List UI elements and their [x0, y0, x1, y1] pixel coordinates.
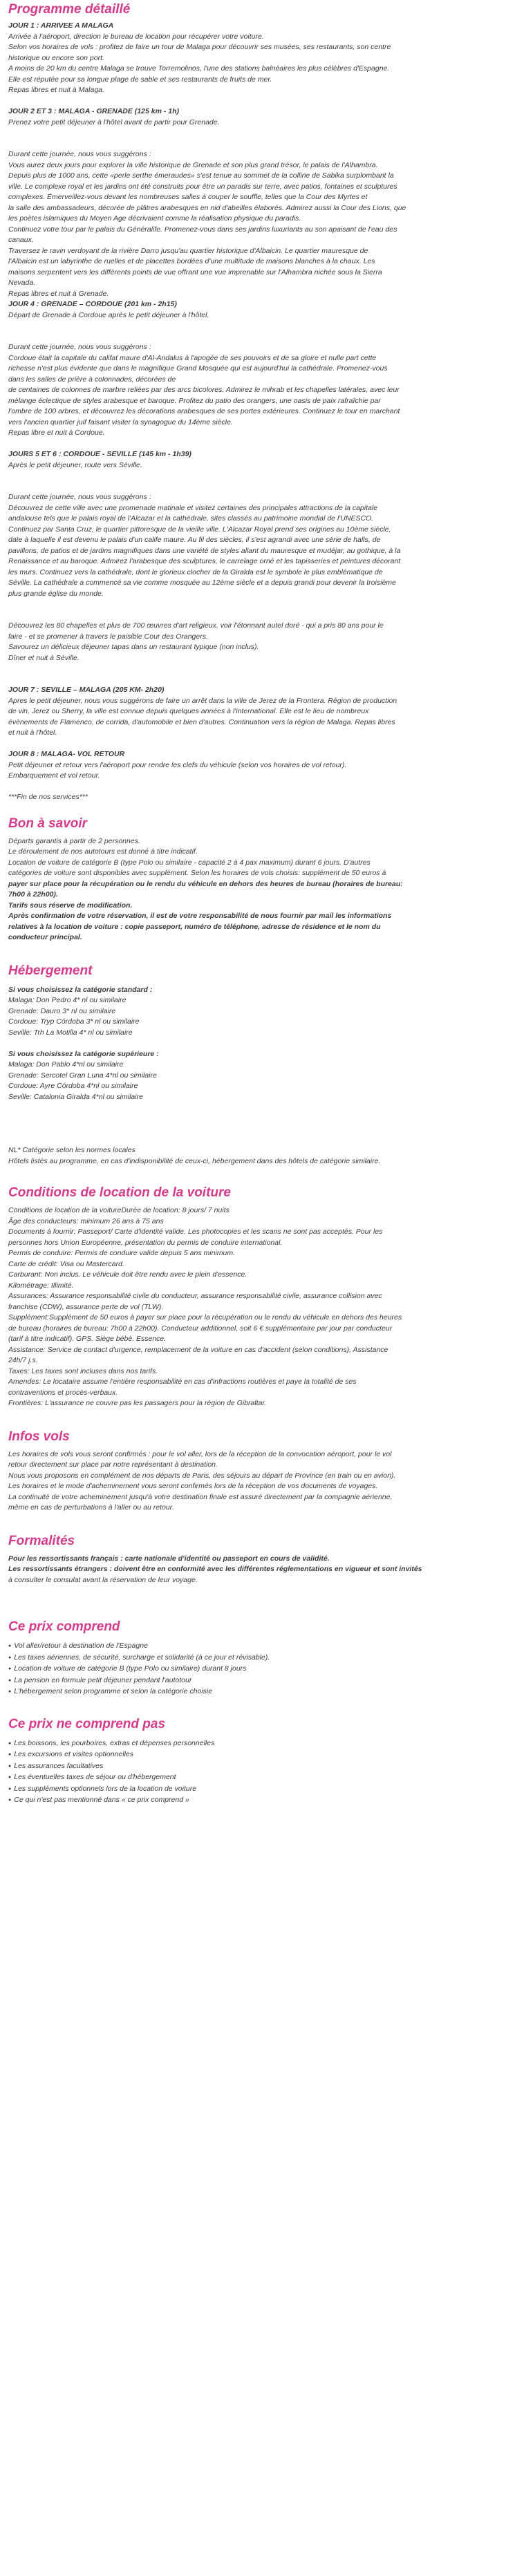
text-line: de centaines de colonnes de marbre reliées par des arcs bicolores. Admirez le mihrab et les chapelles latérales, avec leur	[8, 386, 400, 394]
text-line: JOUR 8 : MALAGA- VOL RETOUR	[8, 750, 125, 758]
text-line: Départs garantis à partir de 2 personnes.	[8, 836, 140, 845]
text-line	[8, 471, 516, 482]
text-line	[8, 599, 516, 610]
list-item: ● Vol aller/retour à destination de l'Espagne	[8, 1641, 516, 1653]
text-line: andalouse tels que le palais royal de l'Alcazar et la cathédrale, sites classés au patrimoine mondial de l'UNESCO.	[8, 514, 374, 523]
list-item: ● Les taxes aériennes, de sécurité, surcharge et solidarité (à ce jour et révisable).	[8, 1653, 516, 1664]
text-line: Durant cette journée, nous vous suggérons :	[8, 493, 151, 501]
text-line: Arrivée à l'aéroport, direction le bureau de location pour récupérer votre voiture.	[8, 32, 264, 41]
list-item: ● La pension en formule petit déjeuner pendant l'autotour	[8, 1675, 516, 1687]
text-line: Repas libres et nuit à Malaga.	[8, 86, 104, 94]
text-line: Cordoue: Ayre Córdoba 4*nl ou similaire	[8, 1082, 138, 1090]
text-line: Grenade: Sercotel Gran Luna 4*nl ou similaire	[8, 1071, 157, 1080]
section-title-programme: Programme détaillé	[8, 2, 131, 17]
text-line: Après confirmation de votre réservation, il est de votre responsabilité de nous fournir par mail les informations	[8, 912, 392, 920]
text-line	[8, 1135, 516, 1146]
text-line: de vin, Jerez ou Sherry, la ville est connue depuis quelques années à l'international. Elle est le lieu de nombreux	[8, 707, 369, 715]
text-line: Si vous choisissez la catégorie supérieure :	[8, 1049, 159, 1058]
prix-comprend-list	[8, 1641, 516, 1698]
text-line: ***Fin de nos services***	[8, 793, 88, 801]
text-line: Découvrez de cette ville avec une promenade matinale et visitez certaines des principales attractions de la capitale	[8, 503, 378, 512]
text-line: Prenez votre petit déjeuner à l'hôtel avant de partir pour Grenade.	[8, 117, 220, 126]
text-line: Malaga: Don Pablo 4*nl ou similaire	[8, 1060, 124, 1069]
text-line: canaux.	[8, 236, 34, 244]
text-line	[8, 610, 516, 621]
text-line: Les ressortissants étrangers : doivent être en conformité avec les différentes réglementations en vigueur et sont invités	[8, 1565, 422, 1573]
text-line	[8, 1038, 516, 1049]
text-line: Les horaires de vols vous seront confirmés : pour le vol aller, lors de la réception de la convocation aéroport, pour le vol	[8, 1449, 392, 1458]
text-line: Hôtels listés au programme, en cas d'indisponibilité de ceux-ci, hébergement dans des hôtels de catégorie similaire.	[8, 1156, 381, 1165]
text-line: Pour les ressortissants français : carte nationale d'identité ou passeport en cours de validité.	[8, 1554, 330, 1563]
text-line: JOUR 4 : GRENADE – CORDOUE (201 km - 2h15)	[8, 300, 177, 308]
text-line: Kilométrage: Illimité.	[8, 1281, 74, 1290]
text-line: l'ombre de 100 arbres, et découvrez les décorations arabesques de ses portes extérieures. Continuez le tour en marchant	[8, 407, 400, 415]
section-formalites	[8, 1533, 516, 1586]
text-line: Carte de crédit: Visa ou Mastercard.	[8, 1259, 124, 1268]
list-item: ● Les boissons, les pourboires, extras et dépenses personnelles	[8, 1738, 516, 1750]
section-title-bon-a-savoir: Bon à savoir	[8, 816, 88, 831]
text-line	[8, 782, 516, 793]
section-title-hebergement: Hébergement	[8, 963, 93, 978]
list-item: ● Les excursions et visites optionnelles	[8, 1749, 516, 1761]
section-infos-vols	[8, 1429, 516, 1514]
text-line: JOUR 1 : ARRIVEE A MALAGA	[8, 21, 114, 30]
text-line: Après le petit déjeuner, route vers Séville.	[8, 460, 142, 469]
text-line: Repas libre et nuit à Cordoue.	[8, 429, 105, 437]
text-line: JOUR 2 ET 3 : MALAGA - GRENADE (125 km - 1h)	[8, 107, 179, 115]
text-line: Dîner et nuit à Séville.	[8, 653, 79, 662]
text-line: date à laquelle il est devenu le palais d'un calife maure. Au fil des siècles, il s'est agrandi avec une série de halls, de	[8, 536, 381, 544]
text-line: Si vous choisissez la catégorie standard :	[8, 985, 153, 994]
text-line: Carburant: Non inclus. Le véhicule doit être rendu avec le plein d'essence.	[8, 1270, 247, 1279]
text-line: Embarquement et vol retour.	[8, 771, 100, 780]
section-title-prix-comprend: Ce prix comprend	[8, 1619, 120, 1634]
text-line: Location de voiture de catégorie B (type Polo ou similaire - capacité 2 à 4 pax maximum) durant 6 jours. D'autres	[8, 858, 371, 867]
text-line: JOUR 7 : SEVILLE – MALAGA (205 KM- 2h20)	[8, 686, 165, 694]
text-line: Supplément:Supplément de 50 euros à payer sur place pour la récupération ou le rendu du véhicule en dehors des heures	[8, 1313, 402, 1322]
text-line: Assistance: Service de contact d'urgence, remplacement de la voiture en cas d'accident (selon conditions), Assistance	[8, 1345, 389, 1354]
text-line: Permis de conduire: Permis de conduire valide depuis 5 ans minimum.	[8, 1249, 235, 1257]
text-line	[8, 321, 516, 332]
text-line: et nuit à l'hôtel.	[8, 728, 57, 737]
text-line: les murs. Continuez vers la cathédrale, dont le glorieux clocher de la Giralda est le symbole le plus emblématique de	[8, 567, 383, 576]
text-line: Taxes: Les taxes sont incluses dans nos tarifs.	[8, 1366, 158, 1375]
text-line: Malaga: Don Pedro 4* nl ou similaire	[8, 996, 127, 1004]
text-line: relatives à la location de voiture : copie passeport, numéro de téléphone, adresse de résidence et le nom du	[8, 922, 381, 931]
text-line: contraventions et procès-verbaux.	[8, 1388, 118, 1397]
text-line: les poètes islamiques du Moyen Age décrivaient comme la réalisation physique du paradis.	[8, 214, 301, 223]
list-item: ● L'hébergement selon programme et selon la catégorie choisie	[8, 1686, 516, 1698]
text-line: Documents à fournir: Passeport/ Carte d'identité valide. Les photocopies et les scans ne sont pas acceptés. Pour les	[8, 1228, 383, 1236]
text-line: Continuez par Santa Cruz, le quartier pittoresque de la vieille ville. L'Alcazar Royal prend ses origines au 10ème siècle,	[8, 525, 391, 534]
text-line	[8, 482, 516, 493]
text-line: Cordoue était la capitale du califat maure d'Al-Andalus à l'apogée de ses pouvoirs et de sa gloire et nulle part cette	[8, 353, 377, 362]
text-line: Séville. La cathédrale a commencé sa vie comme mosquée au 12ème siècle et a depuis grandi pour devenir la troisième	[8, 579, 396, 587]
section-hebergement	[8, 963, 516, 1167]
section-prix-comprend	[8, 1619, 516, 1698]
text-line: Assurances: Assurance responsabilité civile du conducteur, assurance responsabilité civile, assurance collision avec	[8, 1292, 382, 1300]
hebergement-body	[8, 985, 516, 1167]
text-line: Durant cette journée, nous vous suggérons :	[8, 150, 151, 158]
section-prix-ne-comprend	[8, 1716, 516, 1807]
list-item: ● Location de voiture de catégorie B (type Polo ou similaire) durant 8 jours	[8, 1664, 516, 1675]
infos-vols-body	[8, 1449, 516, 1514]
text-line: conducteur principal.	[8, 933, 82, 941]
list-item: ● Ce qui n'est pas mentionné dans « ce prix comprend »	[8, 1795, 516, 1807]
text-line: Seville: Catalonia Giralda 4*nl ou similaire	[8, 1092, 143, 1101]
text-line	[8, 675, 516, 686]
text-line: Cordoue: Tryp Córdoba 3* nl ou similaire	[8, 1017, 140, 1026]
text-line: retour directement sur place par notre représentant à destination.	[8, 1460, 218, 1469]
text-line: Amendes: Le locataire assume l'entière responsabilité en cas d'infractions routières et paye la totalité de ses	[8, 1378, 357, 1386]
text-line: mélange éclectique de styles arabesque et baroque. Profitez du patio des orangers, une oasis de paix rafraîchie par	[8, 396, 381, 405]
text-line: l'Albaicin est un labyrinthe de ruelles et de placettes bordées d'une multitude de maisons blanches à la chaux. Les	[8, 257, 375, 265]
section-title-conditions: Conditions de location de la voiture	[8, 1185, 231, 1200]
text-line	[8, 96, 516, 107]
text-line: la salle des ambassadeurs, décorée de plâtres arabesques en nid d'abeilles élaborés. Admirez aussi la Cour des Lions, que	[8, 203, 406, 212]
text-line: Frontières: L'assurance ne couvre pas les passagers pour la région de Gibraltar.	[8, 1399, 267, 1407]
text-line: 7h00 à 22h00).	[8, 890, 58, 899]
text-line: Renaissance et au baroque. Admirez l'arabesque des sculptures, le carrelage orné et les tapisseries et peintures décorant	[8, 557, 401, 565]
text-line: NL* Catégorie selon les normes locales	[8, 1146, 135, 1154]
text-line: Âge des conducteurs: minimum 26 ans à 75 ans	[8, 1216, 164, 1225]
text-line: complexes. Émerveillez-vous devant les nombreuses salles à couper le souffle, telles que la Cour des Myrtes et	[8, 193, 368, 201]
section-bon-a-savoir	[8, 816, 516, 943]
text-line: Conditions de location de la voitureDurée de location: 8 jours/ 7 nuits	[8, 1206, 230, 1214]
text-line	[8, 1113, 516, 1125]
text-line: de bureau (horaires de bureau: 7h00 à 22h00). Conducteur additionnel, soit 6 € supplémentaire par jour par conducteur	[8, 1324, 393, 1333]
list-item: ● Les éventuelles taxes de séjour ou d'hébergement	[8, 1772, 516, 1784]
text-line: Les horaires et le mode d'acheminement vous seront confirmés lors de la réception de vos documents de voyages.	[8, 1482, 378, 1490]
text-line: Repas libres et nuit à Grenade.	[8, 289, 109, 298]
text-line: La continuité de votre acheminement jusqu'à votre destination finale est assuré directement par la compagnie aérienne,	[8, 1492, 393, 1501]
text-line: Découvrez les 80 chapelles et plus de 700 œuvres d'art religieux, voir l'étonnant autel doré - qui a pris 80 ans pour le	[8, 621, 384, 630]
text-line: Elle est réputée pour sa longue plage de sable et ses restaurants de fruits de mer.	[8, 75, 272, 84]
text-line: catégories de voiture sont disponibles avec supplément. Selon les horaires de vols choisis: supplément de 50 euros à	[8, 869, 386, 877]
text-line: Selon vos horaires de vols : profitez de faire un tour de Malaga pour découvrir ses musées, ses restaurants, son centre	[8, 43, 391, 51]
text-line: Continuez votre tour par le palais du Généralife. Promenez-vous dans ses jardins luxuriants au son apaisant de l'eau des	[8, 225, 397, 234]
text-line: Depuis plus de 1000 ans, cette «perle serthe émeraudes» s'est tenue au sommet de la colline de Sabika surplombant la	[8, 171, 394, 180]
text-line: richesse n'est plus évidente que dans le magnifique Grand Mosquée qui est aujourd'hui la cathédrale. Promenez-vous	[8, 364, 388, 373]
text-line: vers l'ancien quartier juif faisant visiter la synagogue du 14ème siècle.	[8, 417, 233, 426]
text-line: A moins de 20 km du centre Malaga se trouve Torremolinos, l'une des stations balnéaires les plus célèbres d'Espagne.	[8, 64, 390, 73]
section-title-infos-vols: Infos vols	[8, 1429, 70, 1444]
text-line: Grenade: Dauro 3* nl ou similaire	[8, 1006, 116, 1015]
text-line: (tarif à titre indicatif). GPS. Siège bébé. Essence.	[8, 1335, 167, 1343]
text-line: Le déroulement de nos autotours est donné à titre indicatif.	[8, 847, 198, 856]
text-line: faire - et se promener à travers le paisible Cour des Orangers.	[8, 632, 208, 641]
text-line: 24h/7 j.s.	[8, 1356, 38, 1364]
text-line: Nous vous proposons en complément de nos départs de Paris, des séjours au départ de Province (en train ou en avion).	[8, 1471, 396, 1480]
formalites-body	[8, 1554, 516, 1586]
text-line: évènements de Flamenco, de corrida, d'automobile et bien d'autres. Continuation vers la région de Malaga. Repas libres	[8, 717, 395, 726]
text-line: Apres le petit déjeuner, nous vous suggérons de faire un arrêt dans la ville de Jerez de la Frontera. Région de production	[8, 696, 397, 705]
text-line	[8, 739, 516, 750]
text-line	[8, 139, 516, 150]
conditions-body	[8, 1205, 516, 1409]
text-line: maisons serpentent vers les différents points de vue offrant une vue imprenable sur l'Alhambra nichée sous la Sierra	[8, 267, 382, 276]
prix-ne-comprend-list	[8, 1738, 516, 1807]
text-line: franchise (CDW), assurance perte de vol (TLW).	[8, 1302, 164, 1311]
text-line: JOURS 5 ET 6 : CORDOUE - SEVILLE (145 km - 1h39)	[8, 450, 191, 458]
text-line: même en cas de perturbations à l'aller ou au retour.	[8, 1503, 174, 1512]
text-line: Tarifs sous réserve de modification.	[8, 901, 133, 910]
text-line	[8, 439, 516, 450]
text-line	[8, 332, 516, 343]
bon-a-savoir-body	[8, 836, 516, 943]
text-line: payer sur place pour la récupération ou le rendu du véhicule en dehors des heures de bureau (horaires de bureau:	[8, 879, 403, 888]
text-line: ville. Le complexe royal et les jardins ont été construits pour être un paradis sur terre, avec patios, fontaines et sculptures	[8, 182, 397, 191]
text-line: Vous aurez deux jours pour explorer la ville historique de Grenade et son plus grand trésor, le palais de l'Alhambra.	[8, 160, 378, 169]
text-line	[8, 664, 516, 675]
text-line	[8, 1124, 516, 1135]
list-item: ● Les suppléments optionnels lors de la location de voiture	[8, 1784, 516, 1796]
text-line: Durant cette journée, nous vous suggérons :	[8, 343, 151, 351]
text-line: Savourez un délicieux déjeuner tapas dans un restaurant typique (non inclus).	[8, 643, 259, 651]
text-line: pavillons, de patios et de jardins magnifiques dans une variété de styles allant du mauresque et mudéjar, au gothique, à la	[8, 546, 401, 555]
text-line	[8, 128, 516, 139]
text-line: Petit déjeuner et retour vers l'aéroport pour rendre les clefs du véhicule (selon vos horaires de vol retour).	[8, 760, 347, 769]
text-line: Nevada.	[8, 279, 36, 287]
section-title-formalites: Formalités	[8, 1533, 75, 1548]
text-line: historique ou encore son port.	[8, 53, 104, 62]
programme-body	[8, 21, 516, 803]
text-line: Seville: Trh La Motilla 4* nl ou similaire	[8, 1028, 133, 1037]
text-line: à consulter le consulat avant la réservation de leur voyage.	[8, 1575, 198, 1584]
section-conditions	[8, 1185, 516, 1409]
text-line: Départ de Grenade à Cordoue après le petit déjeuner à l'hôtel.	[8, 310, 209, 319]
list-item: ● Les assurances facultatives	[8, 1761, 516, 1773]
text-line: dans les salles de prière à colonnades, décorées de	[8, 375, 176, 384]
text-line: Traversez le ravin verdoyant de la rivière Darro jusqu'au quartier historique d'Albaicin. Le quartier mauresque de	[8, 246, 368, 255]
section-title-prix-ne-comprend: Ce prix ne comprend pas	[8, 1716, 166, 1731]
text-line: plus grande église du monde.	[8, 589, 104, 598]
text-line: personnes hors Union Européenne, présentation du permis de conduire international.	[8, 1238, 283, 1247]
section-programme	[8, 0, 516, 803]
text-line	[8, 1102, 516, 1113]
